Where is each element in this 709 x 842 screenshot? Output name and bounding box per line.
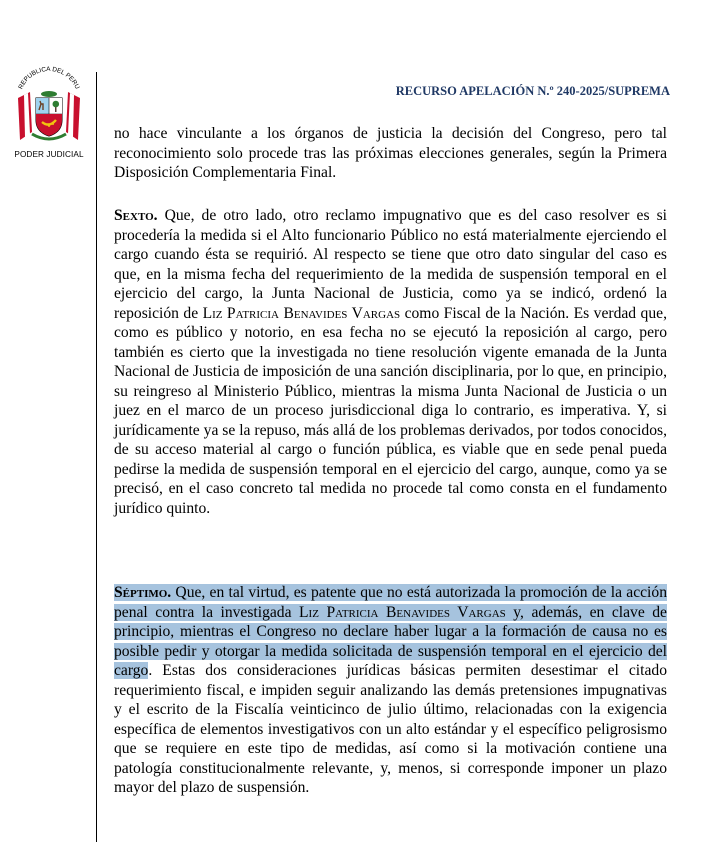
section-label-septimo: Séptimo. [114, 584, 172, 601]
margin-divider-line [96, 72, 97, 842]
peru-coat-of-arms-icon [8, 62, 90, 148]
case-title-header: RECURSO APELACIÓN N.º 240-2025/SUPREMA [395, 84, 670, 98]
paragraph-continuation [114, 124, 667, 183]
highlighted-text-2: y, además, en clave de principio, mientras el Congreso no declare haber lugar a la formación de causa no es posible pedir y otorgar la medida solicitada de suspensión temporal en el ejercicio del cargo [114, 603, 667, 679]
paragraph-text: no hace vinculante a los órganos de justicia la decisión del Congreso, pero tal reconocimiento solo procede tras las próximas elecciones generales, según la Primera Disposición Complementaria Final. [114, 125, 667, 181]
highlighted-person-name: Liz Patricia Benavides Vargas [299, 603, 506, 621]
highlighted-text-1: Que, en tal virtud, es patente que no está autorizada la promoción de la acción penal contra la investigada [114, 584, 667, 621]
poder-judicial-label: PODER JUDICIAL [14, 150, 84, 159]
paragraph-septimo [114, 583, 667, 798]
paragraph-text-1: Que, de otro lado, otro reclamo impugnativo que es del caso resolver es si procedería la medida si el Alto funcionario Público no está materialmente ejerciendo el cargo cuando ésta se requirió. Al respecto se tiene que otro dato singular del caso es que, en la misma fecha del requerimiento de la medida de suspensión temporal en el ejercicio del cargo, la Junta Nacional de Justicia, como ya se indicó, ordenó la reposición de [114, 207, 667, 322]
poder-judicial-logo [8, 62, 90, 162]
logo-arc-text: REPUBLICA DEL PERU [17, 65, 81, 91]
paragraph-text-rest: . Estas dos consideraciones jurídicas básicas permiten desestimar el citado requerimiento fiscal, e impiden seguir analizando las demás pretensiones impugnativas y el escrito de la Fiscalía veinticinco de julio último, relacionadas con la exigencia específica de elementos investigativos con un alto estándar y el específico peligrosismo que se requiere en este tipo de medidas, así como si la motivación contiene una patología constitucionalmente relevante, y, menos, si corresponde imponer un plazo mayor del plazo de suspensión. [114, 662, 667, 796]
svg-text:REPUBLICA DEL PERU [17, 66, 80, 91]
person-name: Liz Patricia Benavides Vargas [202, 304, 401, 322]
paragraph-sexto [114, 206, 667, 518]
section-label-sexto: Sexto. [114, 207, 158, 224]
paragraph-text-2: como Fiscal de la Nación. Es verdad que, como es público y notorio, en esa fecha no se ejecutó la reposición al cargo, pero también es cierto que la investigada no tiene resolución vigente emanada de la Junta Nacional de Justicia de imposición de una sanción disciplinaria, por lo que, en principio, su reingreso al Ministerio Público, mientras la misma Junta Nacional de Justicia o un juez en el marco de un proceso jurisdiccional diga lo contrario, es imperativa. Y, si jurídicamente ya se la repuso, más allá de los problemas derivados, por todos conocidos, de su acceso material al cargo o función pública, es viable que en sede penal pueda pedirse la medida de suspensión temporal en el ejercicio del cargo, aunque, como ya se precisó, en el caso concreto tal medida no procede tal como consta en el fundamento jurídico quinto. [114, 304, 667, 517]
